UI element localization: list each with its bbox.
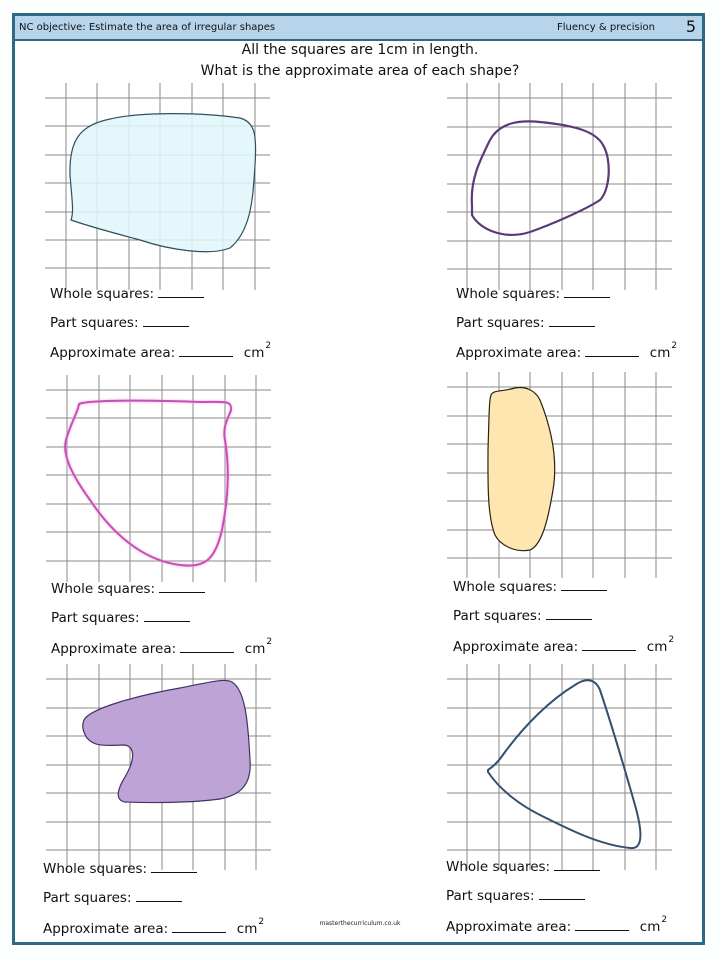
part-squares-label-5 — [43, 890, 182, 906]
whole-squares-answer-6[interactable] — [554, 860, 600, 871]
part-squares-label-6 — [446, 888, 585, 904]
unit-text: cm — [243, 345, 265, 361]
unit-power: 2 — [671, 341, 678, 351]
footer-site: masterthecurriculum.co.uk — [319, 920, 401, 927]
area-answer-3[interactable] — [180, 642, 234, 653]
instruction-line-1: All the squares are 1cm in length. — [241, 42, 479, 58]
whole-squares-answer-2[interactable] — [564, 287, 610, 298]
unit-text: cm — [244, 641, 266, 657]
nc-objective: NC objective: Estimate the area of irregular shapes — [19, 22, 276, 33]
whole-squares-text: Whole squares: — [456, 286, 561, 302]
part-squares-label-2 — [456, 315, 595, 331]
whole-squares-answer-3[interactable] — [159, 582, 205, 593]
unit-power: 2 — [661, 915, 668, 925]
whole-squares-label-1 — [50, 286, 204, 302]
area-text: Approximate area: — [446, 919, 572, 935]
unit-text: cm — [646, 639, 668, 655]
area-label-4 — [453, 635, 675, 655]
part-squares-answer-5[interactable] — [136, 891, 182, 902]
unit-text: cm — [649, 345, 671, 361]
area-text: Approximate area: — [51, 641, 177, 657]
area-label-1 — [50, 341, 272, 361]
whole-squares-text: Whole squares: — [43, 861, 148, 877]
part-squares-text: Part squares: — [51, 610, 140, 626]
unit-text: cm — [639, 919, 661, 935]
whole-squares-answer-4[interactable] — [561, 580, 607, 591]
part-squares-answer-2[interactable] — [549, 316, 595, 327]
whole-squares-label-5 — [43, 861, 197, 877]
part-squares-text: Part squares: — [453, 608, 542, 624]
unit-power: 2 — [668, 635, 675, 645]
part-squares-text: Part squares: — [43, 890, 132, 906]
whole-squares-text: Whole squares: — [51, 581, 156, 597]
part-squares-answer-6[interactable] — [539, 889, 585, 900]
unit-power: 2 — [265, 341, 272, 351]
part-squares-text: Part squares: — [50, 315, 139, 331]
area-label-3 — [51, 637, 273, 657]
part-squares-answer-4[interactable] — [546, 609, 592, 620]
area-text: Approximate area: — [456, 345, 582, 361]
part-squares-label-3 — [51, 610, 190, 626]
whole-squares-text: Whole squares: — [453, 579, 558, 595]
part-squares-answer-1[interactable] — [143, 316, 189, 327]
whole-squares-label-6 — [446, 859, 600, 875]
area-answer-2[interactable] — [585, 346, 639, 357]
whole-squares-text: Whole squares: — [446, 859, 551, 875]
area-text: Approximate area: — [43, 921, 169, 937]
whole-squares-label-4 — [453, 579, 607, 595]
area-answer-4[interactable] — [582, 640, 636, 651]
whole-squares-answer-1[interactable] — [158, 287, 204, 298]
area-text: Approximate area: — [50, 345, 176, 361]
part-squares-label-1 — [50, 315, 189, 331]
page-number: 5 — [685, 17, 696, 36]
unit-text: cm — [236, 921, 258, 937]
area-answer-1[interactable] — [179, 346, 233, 357]
unit-power: 2 — [266, 637, 273, 647]
area-text: Approximate area: — [453, 639, 579, 655]
part-squares-label-4 — [453, 608, 592, 624]
whole-squares-label-2 — [456, 286, 610, 302]
area-label-2 — [456, 341, 678, 361]
whole-squares-answer-5[interactable] — [151, 862, 197, 873]
whole-squares-label-3 — [51, 581, 205, 597]
shape-6 — [488, 680, 640, 848]
part-squares-text: Part squares: — [456, 315, 545, 331]
part-squares-answer-3[interactable] — [144, 611, 190, 622]
strand-label: Fluency & precision — [556, 22, 655, 33]
whole-squares-text: Whole squares: — [50, 286, 155, 302]
unit-power: 2 — [258, 917, 265, 927]
part-squares-text: Part squares: — [446, 888, 535, 904]
instruction-line-2: What is the approximate area of each shape? — [200, 63, 520, 79]
